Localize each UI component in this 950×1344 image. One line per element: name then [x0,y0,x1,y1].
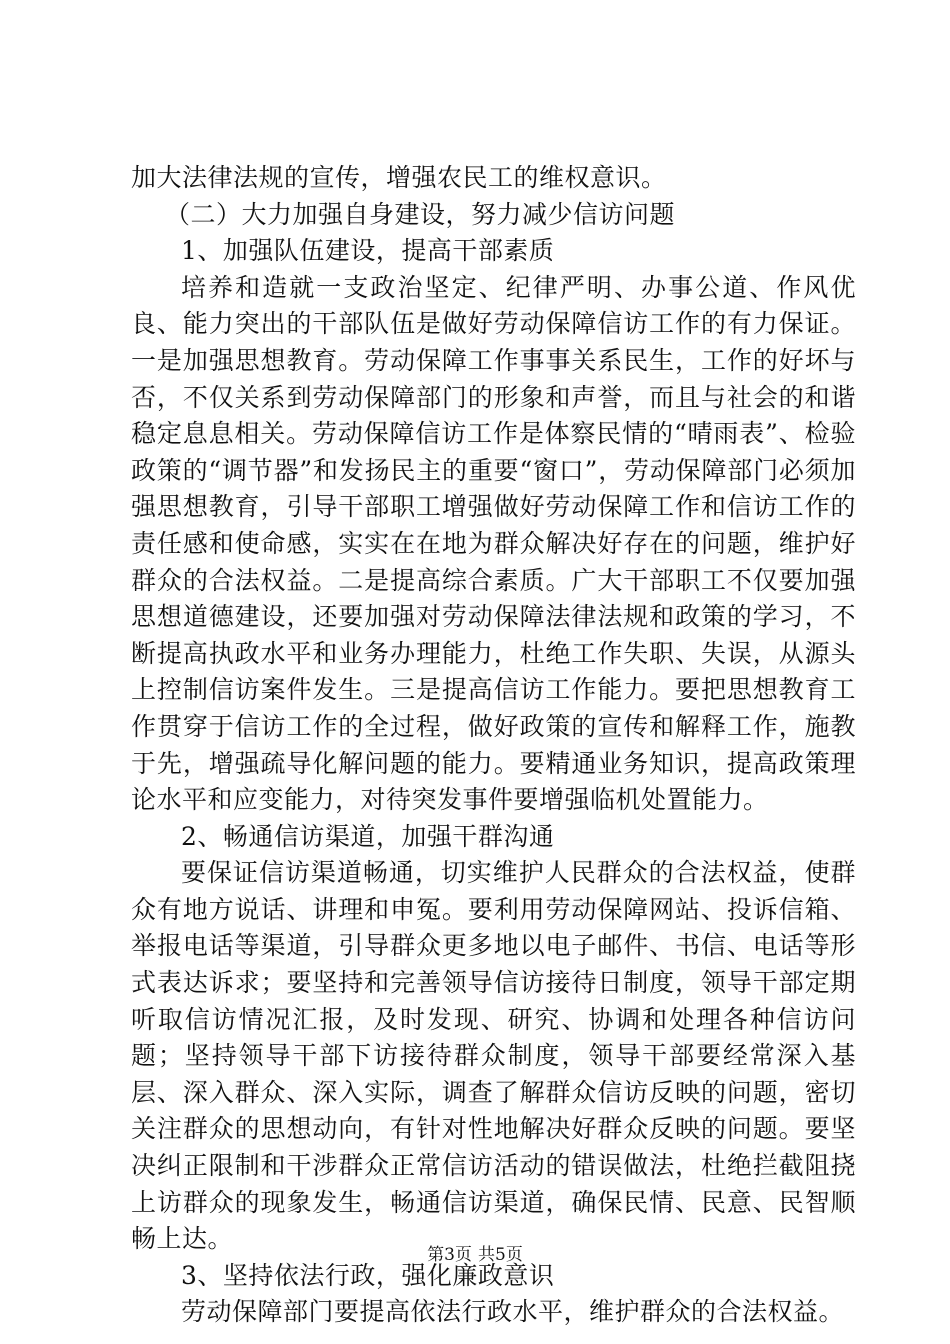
paragraph-team-building: 培养和造就一支政治坚定、纪律严明、办事公道、作风优良、能力突出的干部队伍是做好劳动保障信访工作的有力保证。一是加强思想教育。劳动保障工作事事关系民生，工作的好坏与否，不仅关系到劳动保障部门的形象和声誉，而且与社会的和谐稳定息息相关。劳动保障信访工作是体察民情的“晴雨表”、检验政策的“调节器”和发扬民主的重要“窗口”，劳动保障部门必须加强思想教育，引导干部职工增强做好劳动保障工作和信访工作的责任感和使命感，实实在在地为群众解决好存在的问题，维护好群众的合法权益。二是提高综合素质。广大干部职工不仅要加强思想道德建设，还要加强对劳动保障法律法规和政策的学习，不断提高执政水平和业务办理能力，杜绝工作失职、失误，从源头上控制信访案件发生。三是提高信访工作能力。要把思想教育工作贯穿于信访工作的全过程，做好政策的宣传和解释工作，施教于先，增强疏导化解问题的能力。要精通业务知识，提高政策理论水平和应变能力，对待突发事件要增强临机处置能力。 [131,272,856,815]
page-footer [0,1240,950,1265]
paragraph-petition-channels: 要保证信访渠道畅通，切实维护人民群众的合法权益，使群众有地方说话、讲理和申冤。要利用劳动保障网站、投诉信箱、举报电话等渠道，引导群众更多地以电子邮件、书信、电话等形式表达诉求；要坚持和完善领导信访接待日制度，领导干部定期听取信访情况汇报，及时发现、研究、协调和处理各种信访问题；坚持领导干部下访接待群众制度，领导干部要经常深入基层、深入群众、深入实际，调查了解群众信访反映的问题，密切关注群众的思想动向，有针对性地解决好群众反映的问题。要坚决纠正限制和干涉群众正常信访活动的错误做法，杜绝拦截阻挠上访群众的现象发生，畅通信访渠道，确保民情、民意、民智顺畅上达。 [131,858,856,1254]
page-total: 共5页 [478,1245,523,1265]
page-number: 第3页 [427,1245,472,1265]
subsection-heading-2: 2、畅通信访渠道，加强干群沟通 [181,821,555,851]
section-heading: （二）大力加强自身建设，努力减少信访问题 [165,199,676,229]
subsection-heading-3: 3、坚持依法行政，强化廉政意识 [181,1260,555,1290]
paragraph-rule-of-law: 劳动保障部门要提高依法行政水平，维护群众的合法权益。 [181,1297,845,1327]
paragraph-continuation: 加大法律法规的宣传，增强农民工的维权意识。 [131,163,667,192]
document-body [131,160,856,1331]
subsection-heading-1: 1、加强队伍建设，提高干部素质 [181,236,555,266]
